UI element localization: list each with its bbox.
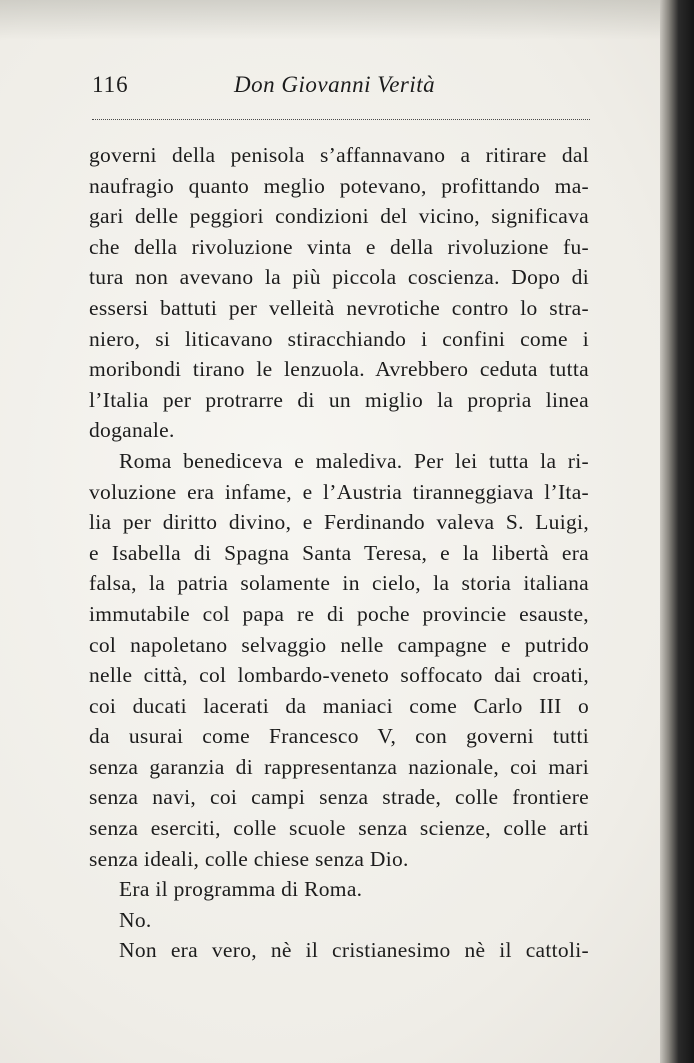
text-line: l’Italia per protrarre di un miglio la propria linea <box>89 387 589 412</box>
text-line: nelle città, col lombardo-veneto soffocato dai croati, <box>89 663 589 688</box>
text-line: col napoletano selvaggio nelle campagne e putrido <box>89 632 589 657</box>
text-line: tura non avevano la più piccola coscienza. Dopo di <box>89 265 589 290</box>
text-line: moribondi tirano le lenzuola. Avrebbero ceduta tutta <box>89 357 589 382</box>
text-line: senza garanzia di rappresentanza nazionale, coi mari <box>89 754 589 779</box>
text-line: immutabile col papa re di poche provincie esauste, <box>89 601 589 626</box>
text-line: doganale. <box>89 418 175 443</box>
text-line: senza navi, coi campi senza strade, colle frontiere <box>89 785 589 810</box>
text-line: naufragio quanto meglio potevano, profittando ma- <box>89 173 589 198</box>
running-title: Don Giovanni Verità <box>234 72 436 97</box>
text-line: coi ducati lacerati da maniaci come Carlo III o <box>89 693 589 718</box>
page-header <box>92 72 590 112</box>
body-text <box>89 140 589 966</box>
header-rule <box>92 119 590 120</box>
text-line: voluzione era infame, e l’Austria tiranneggiava l’Ita- <box>89 479 589 504</box>
text-line: No. <box>119 907 152 932</box>
text-line: Era il programma di Roma. <box>119 877 363 902</box>
book-spine-edge <box>660 0 694 1063</box>
text-line: e Isabella di Spagna Santa Teresa, e la libertà era <box>89 540 589 565</box>
text-line: niero, si liticavano stiracchiando i confini come i <box>89 326 589 351</box>
text-line: Roma benediceva e malediva. Per lei tutta la ri- <box>119 448 589 473</box>
text-line: falsa, la patria solamente in cielo, la storia italiana <box>89 571 589 596</box>
text-line: essersi battuti per velleità nevrotiche contro lo stra- <box>89 295 589 320</box>
text-line: lia per diritto divino, e Ferdinando valeva S. Luigi, <box>89 510 589 535</box>
text-line: Non era vero, nè il cristianesimo nè il cattoli- <box>119 938 589 963</box>
text-line: che della rivoluzione vinta e della rivoluzione fu- <box>89 234 589 259</box>
page-number: 116 <box>92 72 129 97</box>
scan-shadow <box>0 0 660 40</box>
text-line: governi della penisola s’affannavano a ritirare dal <box>89 143 589 167</box>
text-line: gari delle peggiori condizioni del vicino, significava <box>89 204 589 229</box>
text-line: da usurai come Francesco V, con governi tutti <box>89 724 589 749</box>
text-line: senza eserciti, colle scuole senza scienze, colle arti <box>89 816 589 841</box>
text-line: senza ideali, colle chiese senza Dio. <box>89 846 409 871</box>
